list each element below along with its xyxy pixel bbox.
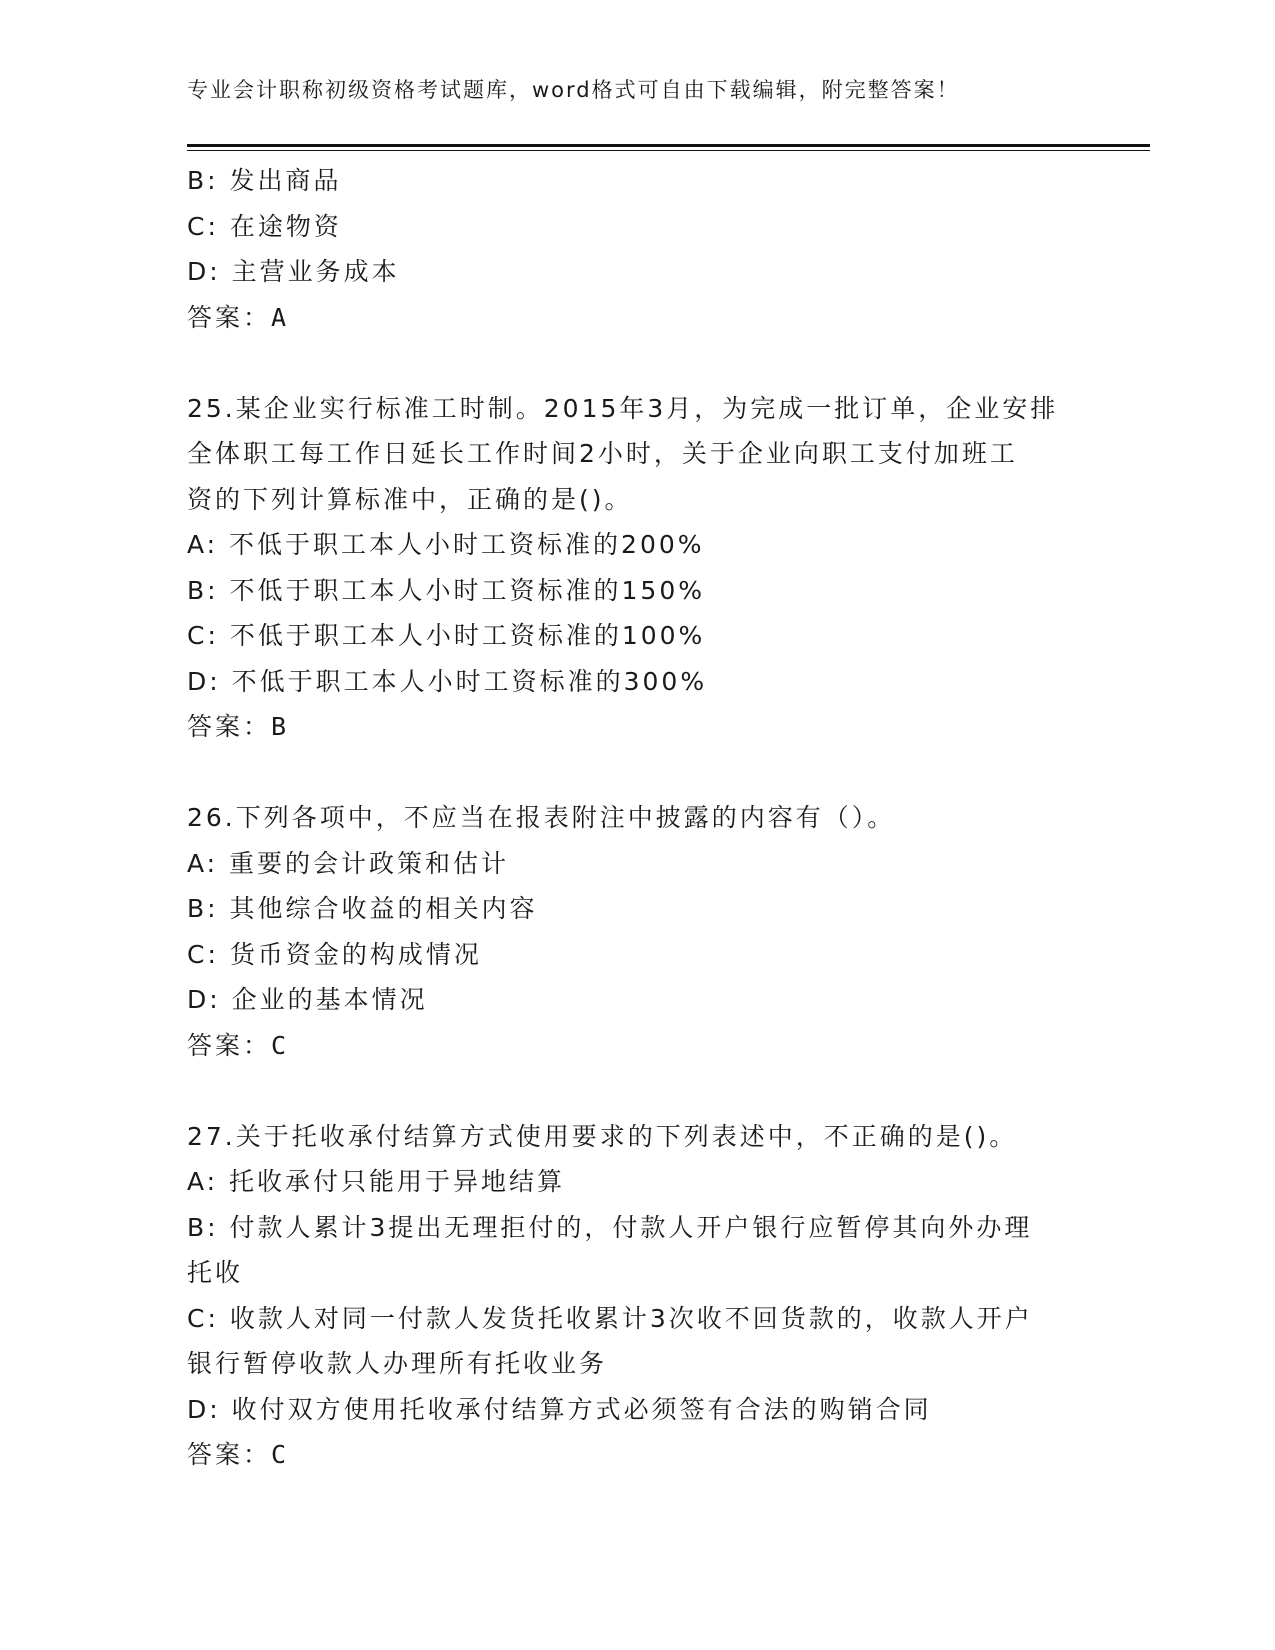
option-line: 银行暂停收款人办理所有托收业务 [187, 1349, 608, 1378]
option-line: B: 其他综合收益的相关内容 [187, 894, 538, 923]
option-line: B: 不低于职工本人小时工资标准的150% [187, 575, 705, 605]
option-line: D: 收付双方使用托收承付结算方式必须签有合法的购销合同 [187, 1394, 932, 1424]
question-line: 全体职工每工作日延长工作时间2小时，关于企业向职工支付加班工 [187, 439, 1018, 468]
option-line: A: 重要的会计政策和估计 [187, 848, 510, 878]
answer-line: 答案：A [187, 302, 290, 332]
blank-line [187, 340, 1087, 386]
option-line: 托收 [187, 1258, 244, 1287]
option-line: C: 货币资金的构成情况 [187, 939, 482, 969]
blank-line [187, 1068, 1087, 1114]
option-line: A: 托收承付只能用于异地结算 [187, 1167, 566, 1196]
answer-line: 答案：B [187, 712, 290, 741]
question-content [187, 158, 1087, 1478]
page-header: 专业会计职称初级资格考试题库，word格式可自由下载编辑，附完整答案！ [187, 78, 960, 102]
header-rule-thin [187, 150, 1150, 151]
question-line: 26.下列各项中，不应当在报表附注中披露的内容有（）。 [187, 803, 896, 832]
option-line: D: 不低于职工本人小时工资标准的300% [187, 666, 708, 696]
option-line: D: 主营业务成本 [187, 257, 400, 286]
option-line: C: 收款人对同一付款人发货托收累计3次收不回货款的，收款人开户 [187, 1303, 1033, 1333]
blank-line [187, 750, 1087, 796]
answer-line: 答案：C [187, 1030, 290, 1060]
option-line: C: 在途物资 [187, 211, 342, 241]
question-line: 资的下列计算标准中，正确的是()。 [187, 484, 633, 514]
option-line: B: 付款人累计3提出无理拒付的，付款人开户银行应暂停其向外办理 [187, 1212, 1033, 1242]
option-line: C: 不低于职工本人小时工资标准的100% [187, 621, 706, 650]
question-line: 27.关于托收承付结算方式使用要求的下列表述中，不正确的是()。 [187, 1121, 1018, 1151]
answer-line: 答案：C [187, 1440, 290, 1469]
question-line: 25.某企业实行标准工时制。2015年3月，为完成一批订单，企业安排 [187, 393, 1059, 423]
option-line: A: 不低于职工本人小时工资标准的200% [187, 530, 705, 559]
option-line: B: 发出商品 [187, 166, 342, 195]
header-rule-thick [187, 144, 1150, 147]
option-line: D: 企业的基本情况 [187, 985, 428, 1014]
